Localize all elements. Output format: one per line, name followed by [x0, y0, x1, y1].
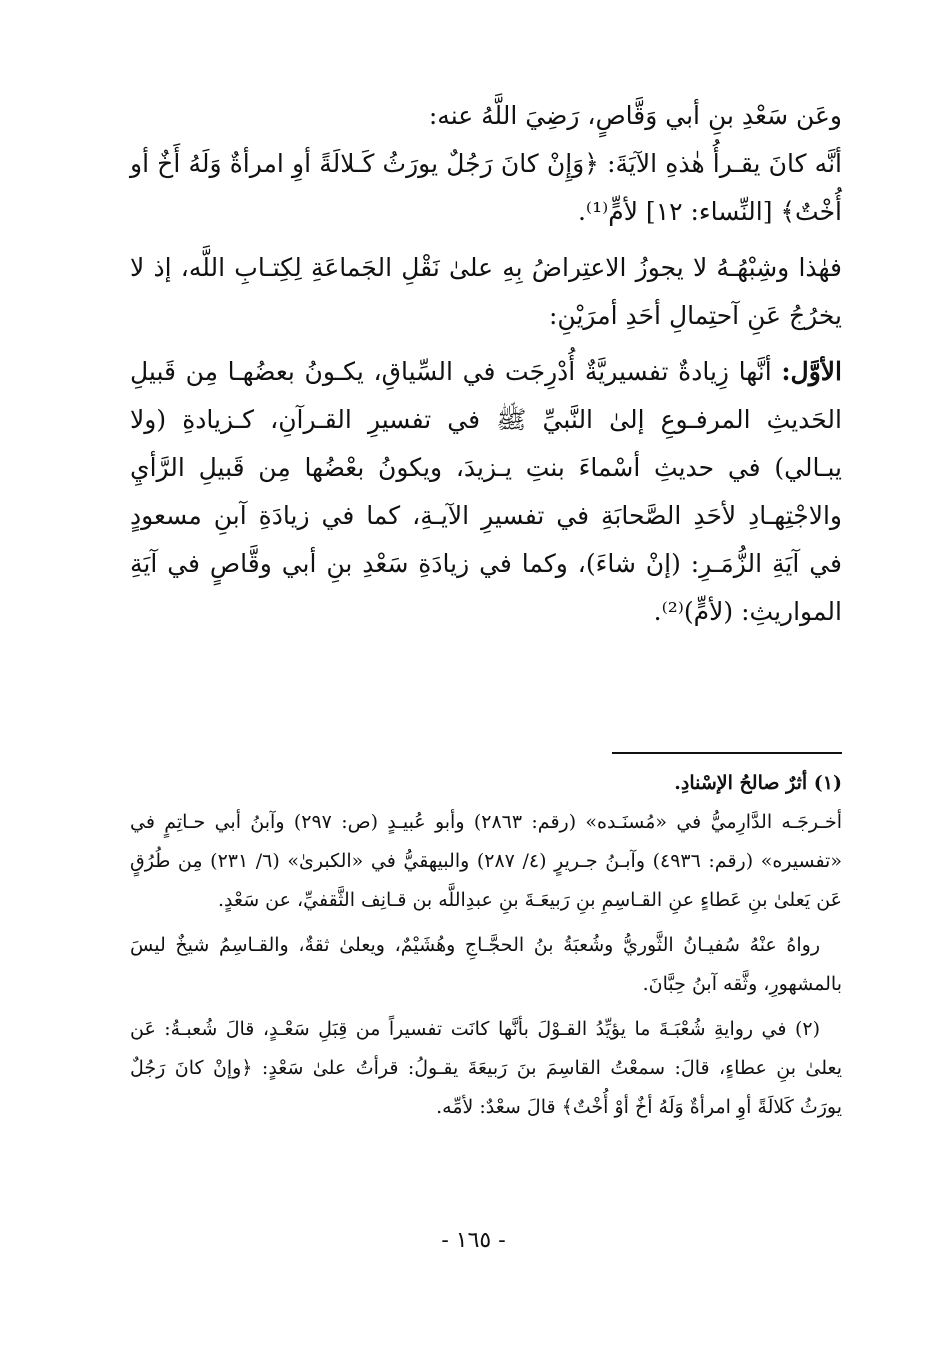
first-label: الأوَّل:	[781, 357, 842, 386]
page-number: - ١٦٥ -	[441, 1228, 506, 1253]
first-possibility-text: أنَّها زِيادةٌ تفسيريَّةٌ أُدْرِجَت في السِّياقِ، يكـونُ بعضُهـا مِن قَبيلِ الحَديثِ المرفـوعِ إلىٰ النَّبيِّ ﷺ في تفسيرِ القـرآنِ، كـزيادةِ (ولا يبـالي) في حديثِ أسْماءَ بنتِ يـزيدَ، ويكونُ بعْضُها مِن قَبيلِ الرَّأيِ والاجْتِهـادِ لأحَدِ الصَّحابَةِ في تفسيرِ الآيـةِ، كما في زيادَةِ آبنِ مسعودٍ في آيَةِ الزُّمَـرِ: (إنْ شاءَ)، وكما في زيادَةِ سَعْدِ بنِ أبي وقَّاصٍ في آيَةِ المواريثِ: (لأمٍّ)⁽²⁾.	[130, 357, 842, 626]
footnote-1-heading: (١) أثرٌ صالحُ الإسْنادِ.	[674, 772, 842, 794]
footnote-2: (٢) في روايةِ شُعْبَـةَ ما يؤيِّدُ القـوْلَ بأنَّها كانَت تفسيراً من قِبَلِ سَعْـدٍ، قالَ شُعبـةُ: عَن يعلىٰ بنِ عطاءٍ، قالَ: سمعْتُ القاسِمَ بنَ رَبيعَةَ يقـولُ: قرأتُ علىٰ سَعْدٍ: ﴿وإنْ كانَ رَجُلٌ يورَثُ كَلالَةً أوِ امرأةٌ وَلَهُ أخٌ أوْ أُخْتٌ﴾ قالَ سعْدٌ: لأمِّه.	[130, 1018, 842, 1118]
footnote-1-narrators: رواهُ عنْهُ سُفيـانُ الثَّوريُّ وشُعبَةُ بنُ الحجَّـاجِ وهُشَيْمٌ، ويعلىٰ ثقةٌ، والقـاسِمُ شيخٌ ليسَ بالمشهورِ، وثَّقه آبنُ حِبَّانَ.	[130, 934, 842, 995]
footnote-divider	[612, 752, 842, 754]
paragraph-verse-quote: أنَّه كانَ يقـرأُ هٰذهِ الآيَةَ: ﴿وَإِنْ كانَ رَجُلٌ يورَثُ كَـلالَةً أوِ امرأةٌ وَلَهُ أَخٌ أو أُخْتٌ﴾ [النِّساء: ١٢] لأمٍّ⁽¹⁾.	[130, 149, 842, 226]
paragraph-narration: وعَن سَعْدِ بنِ أبي وَقَّاصٍ، رَضِيَ اللَّهُ عنه:	[428, 101, 842, 130]
footnote-1-sources: أخـرجَـه الدَّارِميُّ في «مُسنَـده» (رقم: ٢٨٦٣) وأبو عُبيـدٍ (ص: ٢٩٧) وآبنُ أبي حـاتِمٍ في «تفسيره» (رقم: ٤٩٣٦) وآبـنُ جـريرٍ (٤/ ٢٨٧) والبيهقيُّ في «الكبرىٰ» (٦/ ٢٣١) مِن طُرُقٍ عَن يَعلىٰ بنِ عَطاءٍ عنِ القـاسِمِ بنِ رَبيعَـةَ بنِ عبدِاللَّه بن قـانِف الثَّقفيِّ، عن سَعْدٍ.	[130, 811, 842, 911]
paragraph-two-possibilities: فهٰذا وشِبْهُـهُ لا يجوزُ الاعتِراضُ بِهِ علىٰ نَقْلِ الجَماعَةِ لِكِتـابِ اللَّه، إذ لا يخرُجُ عَنِ آحتِمالِ أحَدِ أمرَيْنِ:	[130, 253, 842, 330]
footnotes	[130, 764, 842, 1127]
main-text	[130, 92, 842, 636]
paragraph-first-possibility	[130, 348, 842, 636]
